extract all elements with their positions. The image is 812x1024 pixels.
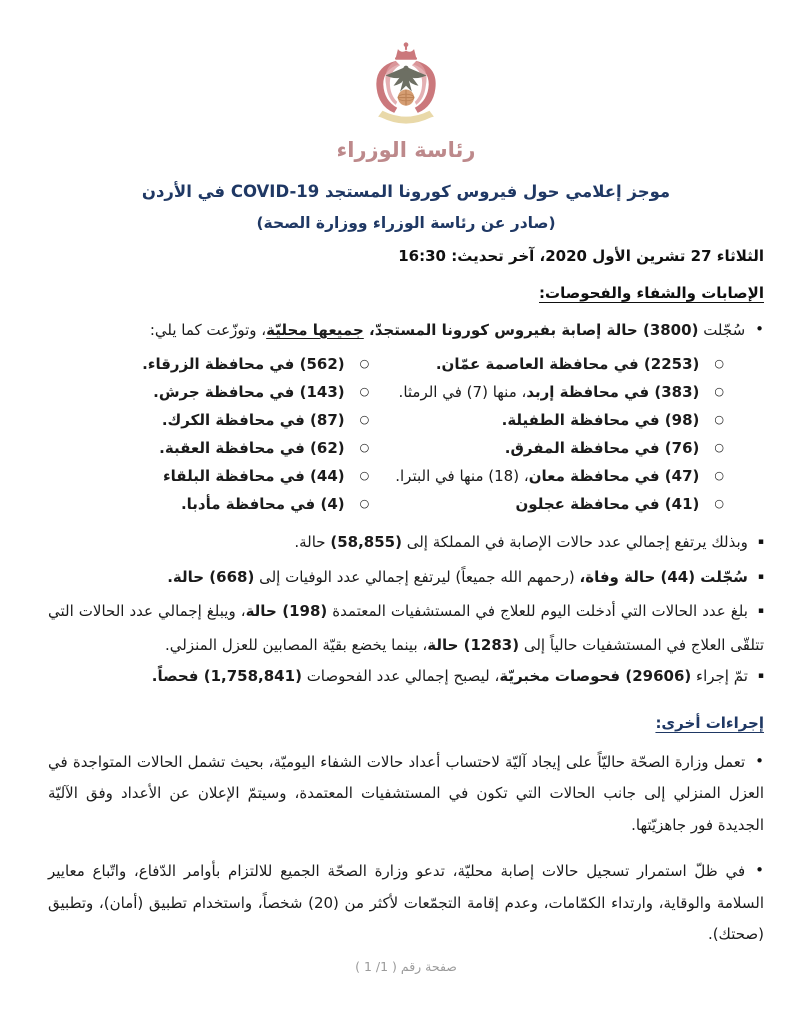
governorate-text: (383) في محافظة إربد، منها (7) في الرمثا. xyxy=(398,383,700,401)
circle-bullet-icon: ○ xyxy=(359,413,370,426)
governorate-item xyxy=(48,491,369,519)
summary-text: تمّ إجراء (29606) فحوصات مخبريّة، ليصبح إجمالي عدد الفحوصات (1,758,841) فحصاً. xyxy=(151,667,748,685)
section-measures xyxy=(48,714,764,951)
square-bullet-icon: ▪ xyxy=(757,571,764,582)
governorate-text: (41) في محافظة عجلون xyxy=(515,495,700,513)
measure-item xyxy=(48,747,764,842)
logo xyxy=(48,40,764,162)
circle-bullet-icon: ○ xyxy=(359,441,370,454)
circle-bullet-icon: ○ xyxy=(359,357,370,370)
disc-bullet-icon: • xyxy=(755,320,764,338)
page-footer xyxy=(0,959,812,974)
measure-item xyxy=(48,856,764,951)
governorate-text: (98) في محافظة الطفيلة. xyxy=(501,411,700,429)
measure-text: تعمل وزارة الصحّة حاليّاً على إيجاد آليّة لاحتساب أعداد حالات الشفاء اليوميّة، بحيث تشمل الحالات المتواجدة في العزل المنزلي إلى جانب الحالات التي تكون في المستشفيات المعتمدة، وسيتمّ الإعلان عن الأعداد وفق الآليّة الجديدة فور جاهزيّتها. xyxy=(48,752,764,834)
governorate-item xyxy=(395,379,724,407)
summary-text: سُجّلت (44) حالة وفاة، (رحمهم الله جميعاً) ليرتفع إجمالي عدد الوفيات إلى (668) حالة. xyxy=(167,567,748,586)
governorates-list xyxy=(48,351,764,519)
cases-heading: الإصابات والشفاء والفحوصات: xyxy=(539,284,764,302)
square-bullet-icon: ▪ xyxy=(757,537,764,547)
governorate-item xyxy=(395,491,724,519)
circle-bullet-icon: ○ xyxy=(714,497,724,510)
governorate-text: (2253) في محافظة العاصمة عمّان. xyxy=(435,355,700,373)
intro-bullet-item xyxy=(48,316,764,345)
governorate-text: (87) في محافظة الكرك. xyxy=(161,411,345,429)
page-subtitle: (صادر عن رئاسة الوزراء ووزارة الصحة) xyxy=(256,214,556,232)
disc-bullet-icon: • xyxy=(755,751,764,770)
royal-crest-icon xyxy=(362,40,450,136)
circle-bullet-icon: ○ xyxy=(714,357,724,370)
measure-text: في ظلّ استمرار تسجيل حالات إصابة محليّة، تدعو وزارة الصحّة الجميع للالتزام بأوامر الدّفاع، واتّباع معايير السلامة والوقاية، وارتداء الكمّامات، وعدم إقامة التجمّعات لأكثر من (20) شخصاً، واستخدام تطبيق (أمان)، وتطبيق (صحتك). xyxy=(48,862,764,943)
summary-item xyxy=(48,661,764,695)
governorate-item xyxy=(48,463,369,491)
circle-bullet-icon: ○ xyxy=(714,441,724,454)
circle-bullet-icon: ○ xyxy=(359,497,370,510)
governorate-item xyxy=(48,435,369,463)
governorate-text: (76) في محافظة المفرق. xyxy=(504,439,700,457)
page-number: صفحة رقم ( 1/ 1 ) xyxy=(355,959,457,974)
date-line: الثلاثاء 27 تشرين الأول 2020، آخر تحديث: 16:30 xyxy=(398,247,764,265)
governorate-item xyxy=(48,407,369,435)
governorate-item xyxy=(48,379,369,407)
disc-bullet-icon: • xyxy=(755,861,764,879)
summary-list xyxy=(48,527,764,695)
square-bullet-icon: ▪ xyxy=(757,671,764,681)
summary-item xyxy=(48,527,764,561)
circle-bullet-icon: ○ xyxy=(714,469,724,482)
summary-item xyxy=(48,562,764,596)
summary-text: وبذلك يرتفع إجمالي عدد حالات الإصابة في المملكة إلى (58,855) حالة. xyxy=(294,533,748,551)
governorate-item xyxy=(395,435,724,463)
governorate-item xyxy=(395,351,724,379)
section-cases xyxy=(48,284,764,695)
circle-bullet-icon: ○ xyxy=(714,385,724,398)
governorate-text: (62) في محافظة العقبة. xyxy=(159,439,345,457)
summary-item xyxy=(48,596,764,660)
governorate-item xyxy=(48,351,369,379)
circle-bullet-icon: ○ xyxy=(359,385,370,398)
governorate-item xyxy=(395,407,724,435)
page-title: موجز إعلامي حول فيروس كورونا المستجد COVID-19 في الأردن xyxy=(141,182,671,201)
summary-text: بلغ عدد الحالات التي أدخلت اليوم للعلاج في المستشفيات المعتمدة (198) حالة، ويبلغ إجمالي عدد الحالات التي تتلقّى العلاج في المستشفيات حالياً إلى (1283) حالة، بينما يخضع بقيّة المصابين للعزل المنزلي. xyxy=(48,602,764,654)
governorate-text: (44) في محافظة البلقاء xyxy=(162,467,345,485)
circle-bullet-icon: ○ xyxy=(359,469,370,482)
governorate-text: (143) في محافظة جرش. xyxy=(153,383,345,401)
logo-caption: رئاسة الوزراء xyxy=(336,138,476,162)
square-bullet-icon: ▪ xyxy=(757,606,764,616)
intro-text: سُجّلت (3800) حالة إصابة بفيروس كورونا المستجدّ، جميعها محليّة، وتوزّعت كما يلي: xyxy=(149,321,746,339)
governorate-text: (4) في محافظة مأدبا. xyxy=(180,495,345,513)
measures-heading: إجراءات أخرى: xyxy=(655,713,764,732)
governorate-text: (562) في محافظة الزرقاء. xyxy=(142,355,345,373)
governorate-text: (47) في محافظة معان، (18) منها في البترا. xyxy=(395,467,700,485)
circle-bullet-icon: ○ xyxy=(714,413,724,426)
governorate-item xyxy=(395,463,724,491)
